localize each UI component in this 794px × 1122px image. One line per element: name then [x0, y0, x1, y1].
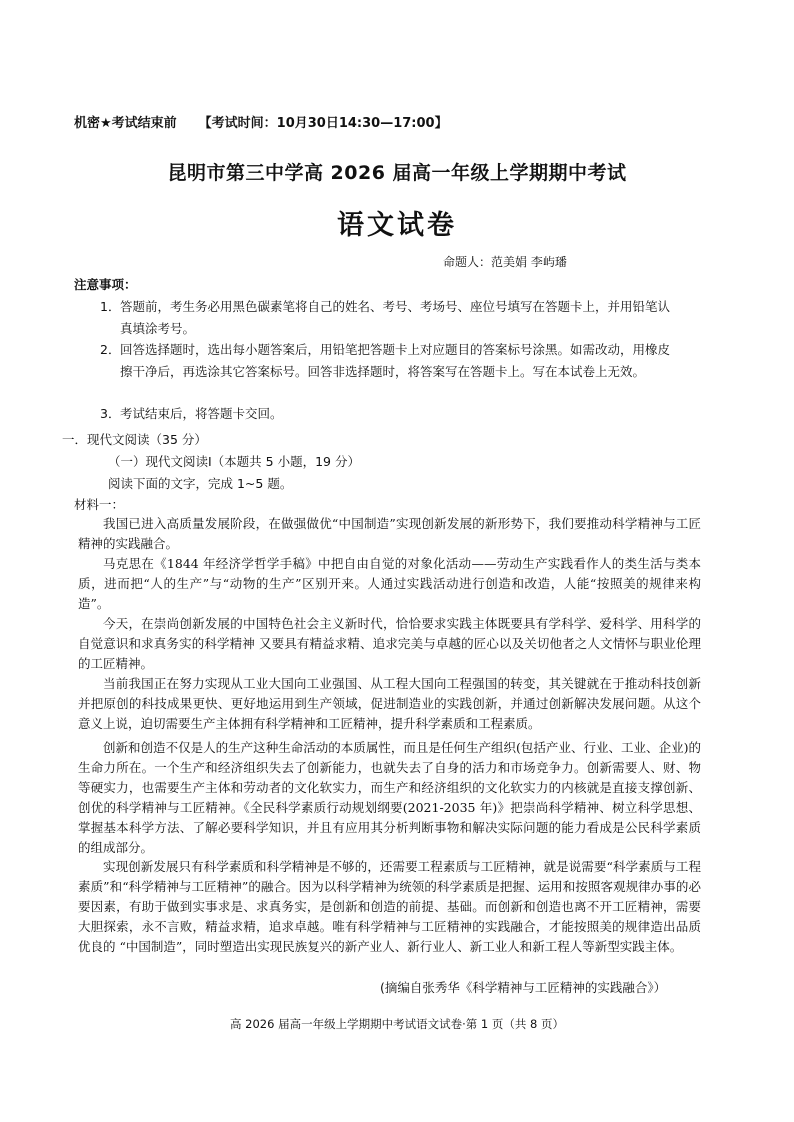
reading-instruction: 阅读下面的文字，完成 1~5 题。	[108, 476, 293, 491]
exam-time: 【考试时间：10月30日14:30—17:00】	[198, 116, 448, 131]
notice-item-text: 答题前，考生务必用黑色碳素笔将自己的姓名、考号、考场号、座位号填写在答题卡上，并用铅笔认真填涂考号。	[120, 299, 671, 336]
article-source: (摘编自张秀华《科学精神与工匠精神的实践融合》）	[380, 980, 667, 995]
exam-title: 昆明市第三中学高 2026 届高一年级上学期期中考试	[167, 162, 627, 184]
confidential-label: 机密★考试结束前	[74, 116, 177, 131]
notice-item-number: 2．	[100, 342, 121, 357]
notice-item-number: 3．	[100, 406, 121, 421]
section-title: 一．现代文阅读（35 分）	[62, 432, 207, 447]
notice-heading: 注意事项：	[74, 277, 137, 292]
article-paragraph: 马克思在《1844 年经济学哲学手稿》中把自由自觉的对象化活动——劳动生产实践看作人的类生活与类本质，进而把“人的生产”与“动物的生产”区别开来。人通过实践活动进行创造和改造，人能“按照美的规律来构造”。	[78, 556, 701, 611]
notice-item	[100, 296, 690, 340]
notice-item-text: 回答选择题时，选出每小题答案后，用铅笔把答题卡上对应题目的答案标号涂黑。如需改动，用橡皮擦干净后，再选涂其它答案标号。回答非选择题时，将答案写在答题卡上。写在本试卷上无效。	[120, 342, 671, 379]
article-paragraph: 我国已进入高质量发展阶段，在做强做优“中国制造”实现创新发展的新形势下，我们要推动科学精神与工匠精神的实践融合。	[78, 516, 701, 551]
notice-item-number: 1．	[100, 299, 121, 314]
subsection-title: （一）现代文阅读Ⅰ（本题共 5 小题，19 分）	[108, 454, 360, 469]
page-footer: 高 2026 届高一年级上学期期中考试语文试卷·第 1 页（共 8 页）	[230, 1017, 564, 1031]
article-paragraph: 实现创新发展只有科学素质和科学精神是不够的，还需要工程素质与工匠精神，就是说需要“科学素质与工程素质”和“科学精神与工匠精神”的融合。因为以科学精神为统领的科学素质是把握、运用和按照客观规律办事的必要因素，有助于做到实事求是、求真务实，是创新和创造的前提、基础。而创新和创造也离不开工匠精神，需要大胆探索，永不言败，精益求精，追求卓越。唯有科学精神与工匠精神的实践融合，才能按照美的规律造出品质优良的 “中国制造”，同时塑造出实现民族复兴的新产业人、新行业人、新工业人和新工程人等新型实践主体。	[78, 859, 701, 954]
notice-item	[100, 339, 690, 404]
subject-title: 语文试卷	[337, 210, 457, 241]
article-paragraph: 今天，在崇尚创新发展的中国特色社会主义新时代，恰恰要求实践主体既要具有学科学、爱科学、用科学的自觉意识和求真务实的科学精神 又要具有精益求精、追求完美与卓越的匠心以及关切他者之人文情怀与职业伦理的工匠精神。	[78, 616, 701, 671]
material-label: 材料一：	[74, 497, 125, 512]
notice-item	[100, 403, 690, 425]
question-authors: 命题人：范美娟 李屿璠	[443, 255, 567, 269]
article-paragraph: 当前我国正在努力实现从工业大国向工业强国、从工程大国向工程强国的转变，其关键就在于推动科技创新并把原创的科技成果更快、更好地运用到生产领域，促进制造业的实践创新，并通过创新解决发展问题。从这个意义上说，迫切需要生产主体拥有科学精神和工匠精神，提升科学素质和工程素质。	[78, 676, 701, 731]
article-paragraph: 创新和创造不仅是人的生产这种生命活动的本质属性，而且是任何生产组织(包括产业、行业、工业、企业)的生命力所在。一个生产和经济组织失去了创新能力，也就失去了自身的活力和市场竞争力。创新需要人、财、物等硬实力，也需要生产主体和劳动者的文化软实力，而生产和经济组织的文化软实力的内核就是直接支撑创新、创优的科学精神与工匠精神。《全民科学素质行动规划纲要(2021-2035 年)》把崇尚科学精神、树立科学思想、掌握基本科学方法、了解必要科学知识，并且有应用其分析判断事物和解决实际问题的能力看成是公民科学素质的组成部分。	[78, 740, 701, 855]
notice-item-text: 考试结束后，将答题卡交回。	[120, 406, 283, 421]
exam-header	[74, 112, 448, 131]
